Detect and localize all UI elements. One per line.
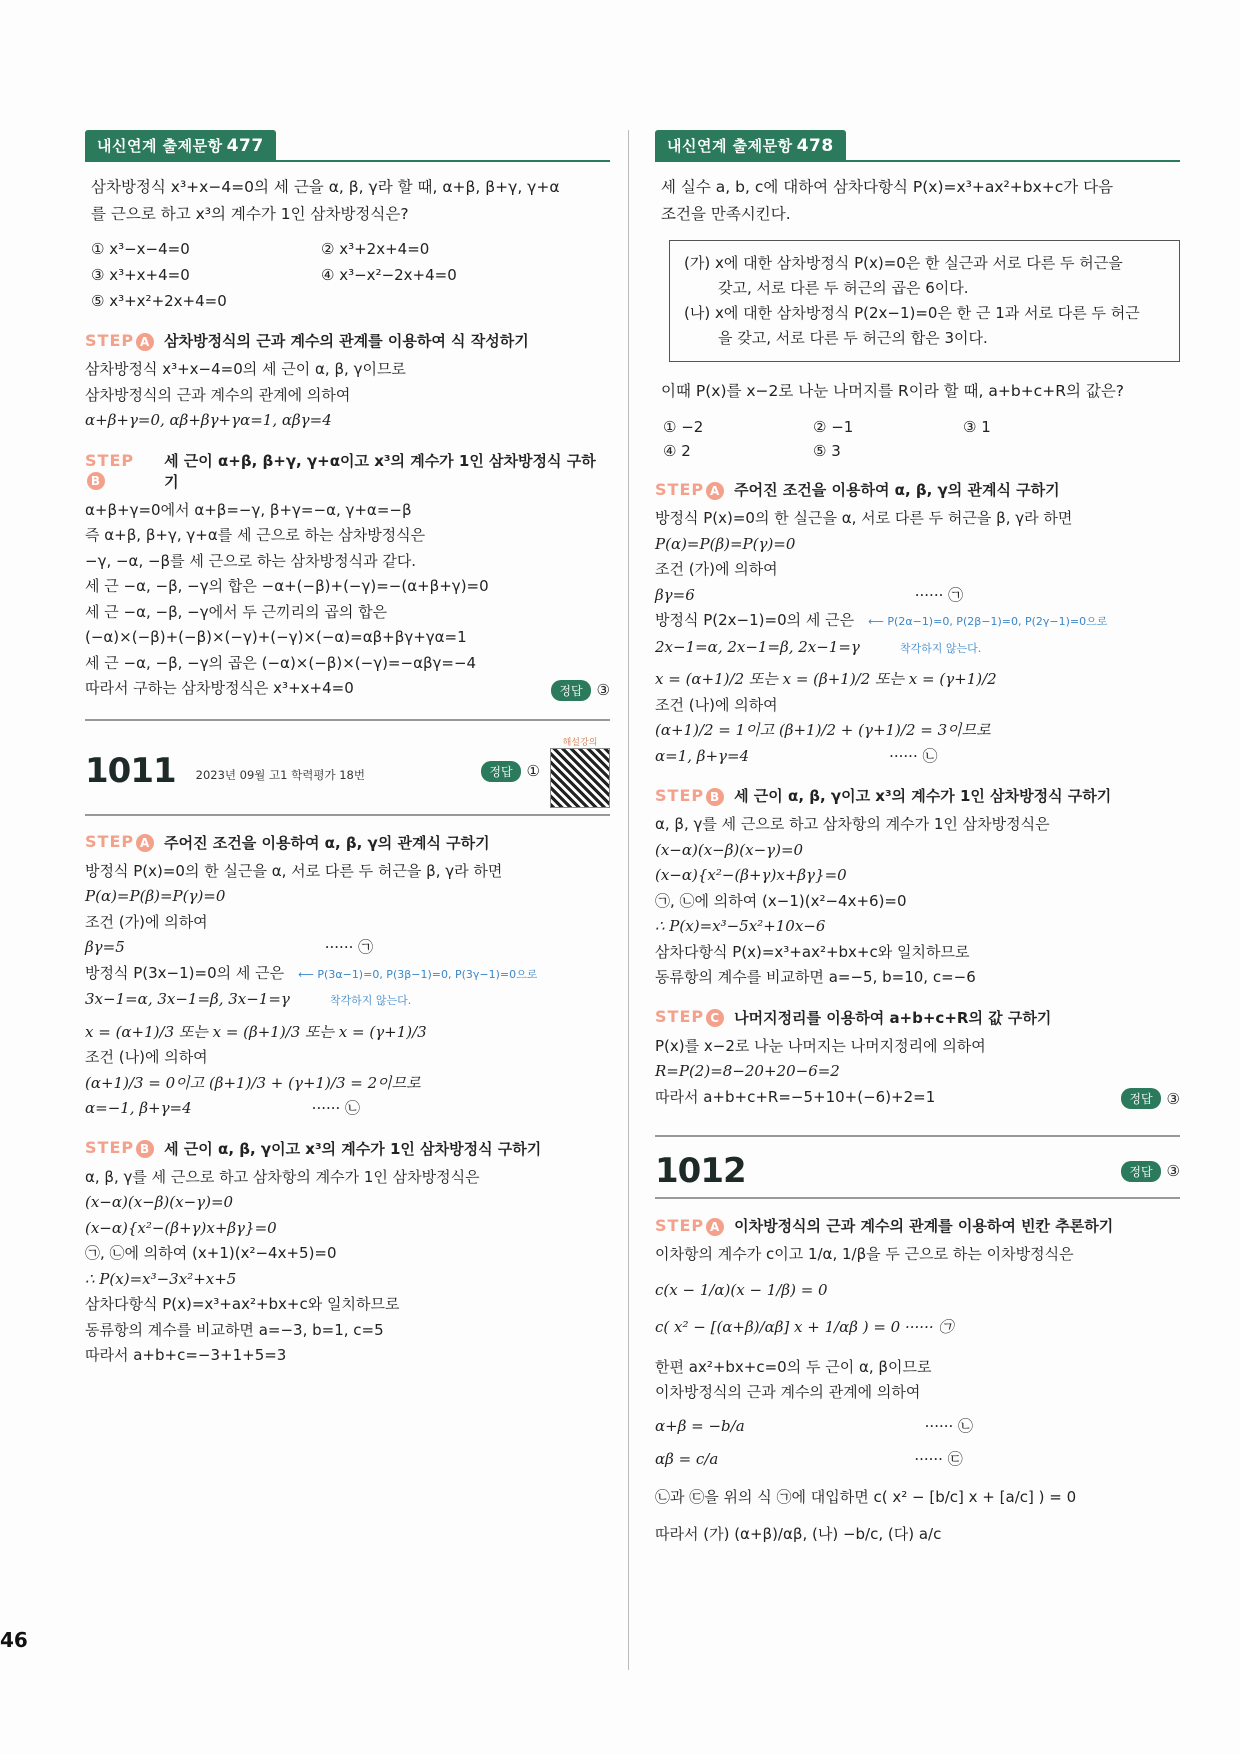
solution-line: 삼차방정식의 근과 계수의 관계에 의하여 (85, 385, 351, 404)
condition-box: (가) x에 대한 삼차방정식 P(x)=0은 한 실근과 서로 다른 두 허근을 갖고, 서로 다른 두 허근의 곱은 6이다. (나) x에 대한 삼차방정식 P(2x−1)=0은 한 근 1과 서로 다른 두 허근 을 갖고, 서로 다른 두 허근의 합은 3이다. (669, 240, 1180, 362)
answer-badge: 정답 (1121, 1161, 1160, 1182)
separator (85, 719, 610, 721)
answer: 정답 ③ (85, 680, 610, 701)
solution-line: α+β+γ=0, αβ+βγ+γα=1, αβγ=4 (85, 411, 332, 429)
solution-line: ∴ P(x)=x³−5x²+10x−6 (655, 917, 826, 935)
solution-line: 삼차방정식 x³+x−4=0의 세 근이 α, β, γ이므로 (85, 360, 406, 378)
solution-line: 한편 ax²+bx+c=0의 두 근이 α, β이므로 (655, 1357, 932, 1376)
solution-line: 조건 (나)에 의하여 (85, 1048, 208, 1066)
solution-line: ㉡과 ㉢을 위의 식 ㉠에 대입하면 c( x² − [b/c] x + [a/c] ) = 0 (655, 1487, 1077, 1506)
solution-line: α=1, β+γ=4 ······ ㉡ (655, 746, 938, 765)
solution-line: 이차방정식의 근과 계수의 관계에 의하여 (655, 1383, 921, 1401)
solution-line: α, β, γ를 세 근으로 하고 삼차항의 계수가 1인 삼차방정식은 (85, 1167, 480, 1186)
solution-line: 따라서 구하는 삼차방정식은 x³+x+4=0 (85, 679, 354, 697)
step-b-heading: STEP B 세 근이 α, β, γ이고 x³의 계수가 1인 삼차방정식 구하기 (655, 785, 1112, 805)
problem-478-text: 세 실수 a, b, c에 대하여 삼차다항식 P(x)=x³+ax²+bx+c가 다음 조건을 만족시킨다. (661, 178, 1114, 223)
choice: ④ x³−x²−2x+4=0 (321, 266, 457, 284)
solution-line: ㉠, ㉡에 의하여 (x−1)(x²−4x+6)=0 (655, 891, 907, 910)
separator (655, 1135, 1180, 1137)
solution-line: (α+1)/2 = 1이고 (β+1)/2 + (γ+1)/2 = 3이므로 (655, 721, 991, 739)
solution-line: 따라서 a+b+c=−3+1+5=3 (85, 1346, 287, 1364)
right-column (655, 130, 1180, 1548)
solution-line: α, β, γ를 세 근으로 하고 삼차항의 계수가 1인 삼차방정식은 (655, 815, 1050, 833)
solution-line: α+β+γ=0에서 α+β=−γ, β+γ=−α, γ+α=−β (85, 500, 412, 519)
solution-line: ∴ P(x)=x³−3x²+x+5 (85, 1269, 237, 1288)
solution-line: 즉 α+β, β+γ, γ+α를 세 근으로 하는 삼차방정식은 (85, 526, 426, 544)
choice: ⑤ x³+x²+2x+4=0 (91, 292, 227, 310)
solution-line: (α+1)/3 = 0이고 (β+1)/3 + (γ+1)/3 = 2이므로 (85, 1073, 421, 1092)
solution-line: 동류항의 계수를 비교하면 a=−3, b=1, c=5 (85, 1320, 384, 1339)
solution-line: −γ, −α, −β를 세 근으로 하는 삼차방정식과 같다. (85, 551, 417, 570)
choice: ① −2 (663, 418, 704, 436)
page-number: 46 (0, 1628, 28, 1652)
solution-line: ㉠, ㉡에 의하여 (x+1)(x²−4x+5)=0 (85, 1244, 337, 1262)
solution-line: βγ=5 ······ ㉠ (85, 938, 374, 956)
solution-line: 세 근 −α, −β, −γ에서 두 근끼리의 곱의 합은 (85, 602, 388, 621)
choice: ② −1 (813, 418, 854, 436)
problem-477-choices (91, 236, 610, 314)
solution-line: 2x−1=α, 2x−1=β, 2x−1=γ 착각하지 않는다. (655, 637, 982, 656)
choice: ③ 1 (963, 418, 991, 436)
problem-source: 2023년 09월 고1 학력평가 18번 (195, 768, 365, 782)
solution-line: 삼차다항식 P(x)=x³+ax²+bx+c와 일치하므로 (655, 942, 970, 961)
solution-line: P(α)=P(β)=P(γ)=0 (655, 534, 796, 553)
solution-line: βγ=6 ······ ㉠ (655, 585, 964, 604)
solution-line: (−α)×(−β)+(−β)×(−γ)+(−γ)×(−α)=αβ+βγ+γα=1 (85, 628, 467, 646)
problem-tag: 내신연계 출제문항 478 (655, 130, 846, 160)
answer: 정답 ③ (655, 1088, 1180, 1109)
problem-478-header (655, 130, 1180, 162)
solution-line: α=−1, β+γ=4 ······ ㉡ (85, 1099, 361, 1117)
step-b-heading: STEP B 세 근이 α, β, γ이고 x³의 계수가 1인 삼차방정식 구하기 (85, 1138, 542, 1158)
step-b-heading: STEPB 세 근이 α+β, β+γ, γ+α이고 x³의 계수가 1인 삼차방정식 구하기 (85, 451, 596, 491)
solution-line: (x−α)(x−β)(x−γ)=0 (655, 840, 804, 859)
step-c-heading: STEP C 나머지정리를 이용하여 a+b+c+R의 값 구하기 (655, 1007, 1052, 1027)
step-a-heading: STEP A 주어진 조건을 이용하여 α, β, γ의 관계식 구하기 (85, 832, 490, 852)
solution-line: P(α)=P(β)=P(γ)=0 (85, 887, 226, 905)
answer-badge: 정답 (481, 761, 520, 782)
choice: ⑤ 3 (813, 442, 841, 460)
problem-number: 1011 (85, 751, 176, 791)
solution-line: 이차항의 계수가 c이고 1/α, 1/β을 두 근으로 하는 이차방정식은 (655, 1245, 1074, 1263)
choice: ③ x³+x+4=0 (91, 266, 190, 284)
step-a-heading: STEP A 주어진 조건을 이용하여 α, β, γ의 관계식 구하기 (655, 479, 1060, 499)
problem-477-header (85, 130, 610, 162)
problem-478-question: 이때 P(x)를 x−2로 나눈 나머지를 R이라 할 때, a+b+c+R의 값은? (661, 382, 1125, 400)
problem-1012-header (655, 1151, 1180, 1199)
solution-line: (x−α)(x−β)(x−γ)=0 (85, 1193, 234, 1211)
solution-line: 조건 (가)에 의하여 (85, 912, 208, 931)
solution-line: R=P(2)=8−20+20−6=2 (655, 1062, 840, 1080)
column-divider (628, 130, 629, 1670)
solution-line: (x−α){x²−(β+γ)x+βγ}=0 (85, 1218, 277, 1237)
solution-line: 동류항의 계수를 비교하면 a=−5, b=10, c=−6 (655, 968, 976, 986)
solution-line: 삼차다항식 P(x)=x³+ax²+bx+c와 일치하므로 (85, 1295, 400, 1313)
choice: ① x³−x−4=0 (91, 240, 190, 258)
problem-478-choices (663, 415, 1180, 463)
solution-line: x = (α+1)/2 또는 x = (β+1)/2 또는 x = (γ+1)/2 (655, 670, 997, 688)
solution-line: 세 근 −α, −β, −γ의 곱은 (−α)×(−β)×(−γ)=−αβγ=−4 (85, 653, 477, 672)
solution-line: c( x² − [(α+β)/αβ] x + 1/αβ ) = 0 ······ ㉠ (655, 1318, 954, 1336)
qr-code[interactable]: 해설강의 (550, 735, 610, 808)
step-a-heading: STEP A 삼차방정식의 근과 계수의 관계를 이용하여 식 작성하기 (85, 330, 529, 350)
solution-line: P(x)를 x−2로 나눈 나머지는 나머지정리에 의하여 (655, 1036, 986, 1055)
step-a-heading: STEP A 이차방정식의 근과 계수의 관계를 이용하여 빈칸 추론하기 (655, 1215, 1114, 1235)
solution-line: c(x − 1/α)(x − 1/β) = 0 (655, 1280, 828, 1299)
solution-line: 따라서 a+b+c+R=−5+10+(−6)+2=1 (655, 1087, 936, 1106)
solution-line: 조건 (가)에 의하여 (655, 560, 778, 578)
solution-line: α+β = −b/a ······ ㉡ (655, 1416, 974, 1435)
answer-value: ③ (1166, 1162, 1180, 1180)
choice: ④ 2 (663, 442, 691, 460)
solution-line: αβ = c/a ······ ㉢ (655, 1450, 963, 1468)
solution-line: 방정식 P(2x−1)=0의 세 근은 ⟵ P(2α−1)=0, P(2β−1)=0, P(2γ−1)=0으로 (655, 611, 1108, 629)
solution-line: 조건 (나)에 의하여 (655, 695, 778, 714)
problem-tag: 내신연계 출제문항 477 (85, 130, 276, 160)
solution-line: 방정식 P(x)=0의 한 실근을 α, 서로 다른 두 허근을 β, γ라 하면 (655, 509, 1073, 527)
left-column (85, 130, 610, 1369)
problem-1011-header (85, 735, 610, 816)
solution-line: 방정식 P(3x−1)=0의 세 근은 ⟵ P(3α−1)=0, P(3β−1)=0, P(3γ−1)=0으로 (85, 963, 538, 982)
answer-value: ① (526, 762, 540, 780)
solution-line: 방정식 P(x)=0의 한 실근을 α, 서로 다른 두 허근을 β, γ라 하면 (85, 861, 503, 880)
solution-line: x = (α+1)/3 또는 x = (β+1)/3 또는 x = (γ+1)/3 (85, 1022, 427, 1041)
problem-number: 1012 (655, 1151, 746, 1191)
solution-line: 3x−1=α, 3x−1=β, 3x−1=γ 착각하지 않는다. (85, 990, 412, 1008)
solution-line: (x−α){x²−(β+γ)x+βγ}=0 (655, 866, 847, 884)
choice: ② x³+2x+4=0 (321, 240, 430, 258)
problem-477-text: 삼차방정식 x³+x−4=0의 세 근을 α, β, γ라 할 때, α+β, β+γ, γ+α 를 근으로 하고 x³의 계수가 1인 삼차방정식은? (91, 178, 560, 223)
solution-line: 따라서 (가) (α+β)/αβ, (나) −b/c, (다) a/c (655, 1525, 942, 1543)
qr-icon (550, 748, 610, 808)
solution-line: 세 근 −α, −β, −γ의 합은 −α+(−β)+(−γ)=−(α+β+γ)=0 (85, 577, 489, 595)
